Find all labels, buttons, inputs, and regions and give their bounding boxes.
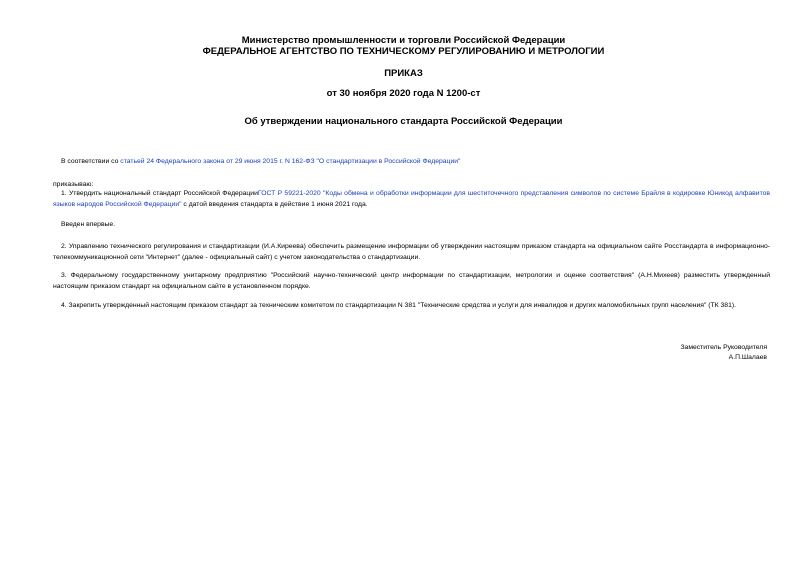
document-type: ПРИКАЗ	[384, 68, 423, 79]
agency-name: ФЕДЕРАЛЬНОЕ АГЕНТСТВО ПО ТЕХНИЧЕСКОМУ РЕГУЛИРОВАНИЮ И МЕТРОЛОГИИ	[202, 46, 605, 57]
federal-law-link[interactable]: статьей 24 Федерального закона от 29 июня 2015 г. N 162-ФЗ "О стандартизации в Российской Федерации"	[120, 158, 461, 165]
legal-basis-prefix: В соответствии со	[61, 158, 121, 165]
ministry-name: Министерство промышленности и торговли Российской Федерации	[241, 35, 566, 46]
item-3-paragraph: 3. Федеральному государственному унитарному предприятию "Российский научно-технический центр информации по стандартизации, метрологии и оценке соответствия" (А.Н.Михеев) разместить утвержденный настоящим приказом стандарт на официальном сайте в установленном порядке.	[53, 272, 770, 290]
signatory-name: А.П.Шалаев	[728, 354, 767, 361]
gost-standard-link[interactable]: ГОСТ Р 59221-2020 "Коды обмена и обработки информации для шеститочечного представления символов по системе Брайля в кодировке Юникод алфавитов языков народов Российской Федерации"	[53, 190, 770, 208]
item-1-prefix: 1. Утвердить национальный стандарт Российской Федерации	[61, 190, 258, 197]
order-date-number: от 30 ноября 2020 года N 1200-ст	[326, 88, 481, 99]
introduced-note: Введен впервые.	[61, 221, 116, 228]
signatory-position: Заместитель Руководителя	[680, 344, 767, 351]
item-1-paragraph	[53, 189, 770, 210]
legal-basis-paragraph	[53, 157, 770, 168]
item-2-paragraph: 2. Управлению технического регулирования и стандартизации (И.А.Киреева) обеспечить размещение информации об утверждении настоящим приказом стандарта на официальном сайте Росстандарта в информационно-телекоммуникационной сети "Интернет" (далее - официальный сайт) с учетом законодательства о стандартизации.	[53, 243, 770, 261]
item-4-paragraph: 4. Закрепить утвержденный настоящим приказом стандарт за техническим комитетом по стандартизации N 381 "Технические средства и услуги для инвалидов и других маломобильных групп населения" (ТК 381).	[61, 302, 737, 309]
item-1-suffix: с датой введения стандарта в действие 1 июня 2021 года.	[181, 200, 368, 208]
order-verb: приказываю:	[53, 181, 94, 188]
order-subject: Об утверждении национального стандарта Российской Федерации	[244, 116, 563, 127]
